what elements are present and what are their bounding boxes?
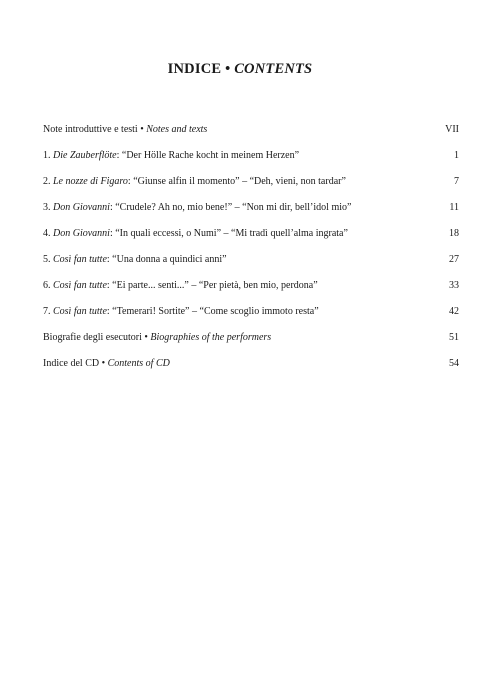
toc-entry-title-roman: 4.: [43, 228, 53, 239]
toc-entry-title-italic: Le nozze di Figaro: [53, 176, 128, 187]
toc-entry-title-roman: : “Una donna a quindici anni”: [106, 254, 227, 265]
toc-entry: [43, 120, 459, 146]
toc-entry-title-roman: : “Crudele? Ah no, mio bene!” – “Non mi dir, bell’idol mio”: [109, 202, 352, 213]
toc-entry-title: [43, 198, 351, 217]
toc-entry: [43, 276, 459, 302]
title-english: CONTENTS: [234, 61, 313, 77]
toc-entry-title-italic: Notes and texts: [146, 124, 208, 135]
toc-entry-title-italic: Don Giovanni: [53, 228, 110, 239]
toc-entry: [43, 250, 459, 276]
toc-entry-title-roman: 3.: [43, 202, 53, 213]
toc-entry-title-roman: 7.: [43, 306, 53, 317]
toc-entry-page-number: 54: [449, 358, 459, 369]
toc-entry-title-italic: Così fan tutte: [53, 306, 107, 317]
toc-entry-title: [43, 276, 318, 295]
toc-entry-title-roman: : “Der Hölle Rache kocht in meinem Herzen”: [116, 150, 300, 161]
toc-entry: [43, 354, 459, 380]
toc-entry: [43, 224, 459, 250]
toc-entry-title-roman: Note introduttive e testi •: [43, 124, 147, 135]
toc-entry-page-number: 18: [449, 228, 459, 239]
toc-entry-page-number: VII: [445, 124, 459, 135]
toc-entry-page-number: 27: [449, 254, 459, 265]
title-separator: •: [221, 61, 235, 77]
toc-entry: [43, 146, 459, 172]
toc-entry: [43, 172, 459, 198]
toc-entry-title-italic: Don Giovanni: [53, 202, 110, 213]
toc-entry-title-roman: 1.: [43, 150, 53, 161]
toc-entry-title-roman: Biografie degli esecutori •: [43, 332, 151, 343]
toc-entry: [43, 328, 459, 354]
toc-entry-page-number: 1: [454, 150, 459, 161]
toc-entry-title: [43, 354, 170, 373]
toc-entry-page-number: 51: [449, 332, 459, 343]
toc-entry-title: [43, 120, 207, 139]
toc-entry-title: [43, 224, 348, 243]
toc-entry-title: [43, 172, 346, 191]
toc-entry-title-italic: Così fan tutte: [53, 280, 107, 291]
toc-entry-title-roman: : “In quali eccessi, o Numi” – “Mi tradì quell’alma ingrata”: [109, 228, 348, 239]
toc-entry-title-italic: Die Zauberflöte: [53, 150, 117, 161]
title-italian: INDICE: [167, 61, 222, 77]
toc-entry-title: [43, 328, 271, 347]
page-title: [0, 61, 480, 78]
toc-entry-title-roman: : “Temerari! Sortite” – “Come scoglio immoto resta”: [106, 306, 319, 317]
toc-entry-title-roman: 5.: [43, 254, 53, 265]
toc-entry-page-number: 42: [449, 306, 459, 317]
toc-entry-title-roman: 6.: [43, 280, 53, 291]
toc-entry: [43, 302, 459, 328]
toc-entry: [43, 198, 459, 224]
toc-entry-title-roman: : “Ei parte... senti...” – “Per pietà, ben mio, perdona”: [106, 280, 318, 291]
toc-entry-page-number: 11: [449, 202, 459, 213]
table-of-contents: [43, 120, 459, 380]
toc-entry-page-number: 7: [454, 176, 459, 187]
toc-entry-title-roman: 2.: [43, 176, 53, 187]
toc-entry-page-number: 33: [449, 280, 459, 291]
toc-entry-title-italic: Così fan tutte: [53, 254, 107, 265]
toc-entry-title-roman: Indice del CD •: [43, 358, 108, 369]
toc-entry-title-italic: Contents of CD: [107, 358, 170, 369]
toc-entry-title-italic: Biographies of the performers: [150, 332, 272, 343]
toc-entry-title-roman: : “Giunse alfin il momento” – “Deh, vieni, non tardar”: [127, 176, 346, 187]
toc-entry-title: [43, 146, 299, 165]
toc-entry-title: [43, 302, 319, 321]
toc-entry-title: [43, 250, 227, 269]
